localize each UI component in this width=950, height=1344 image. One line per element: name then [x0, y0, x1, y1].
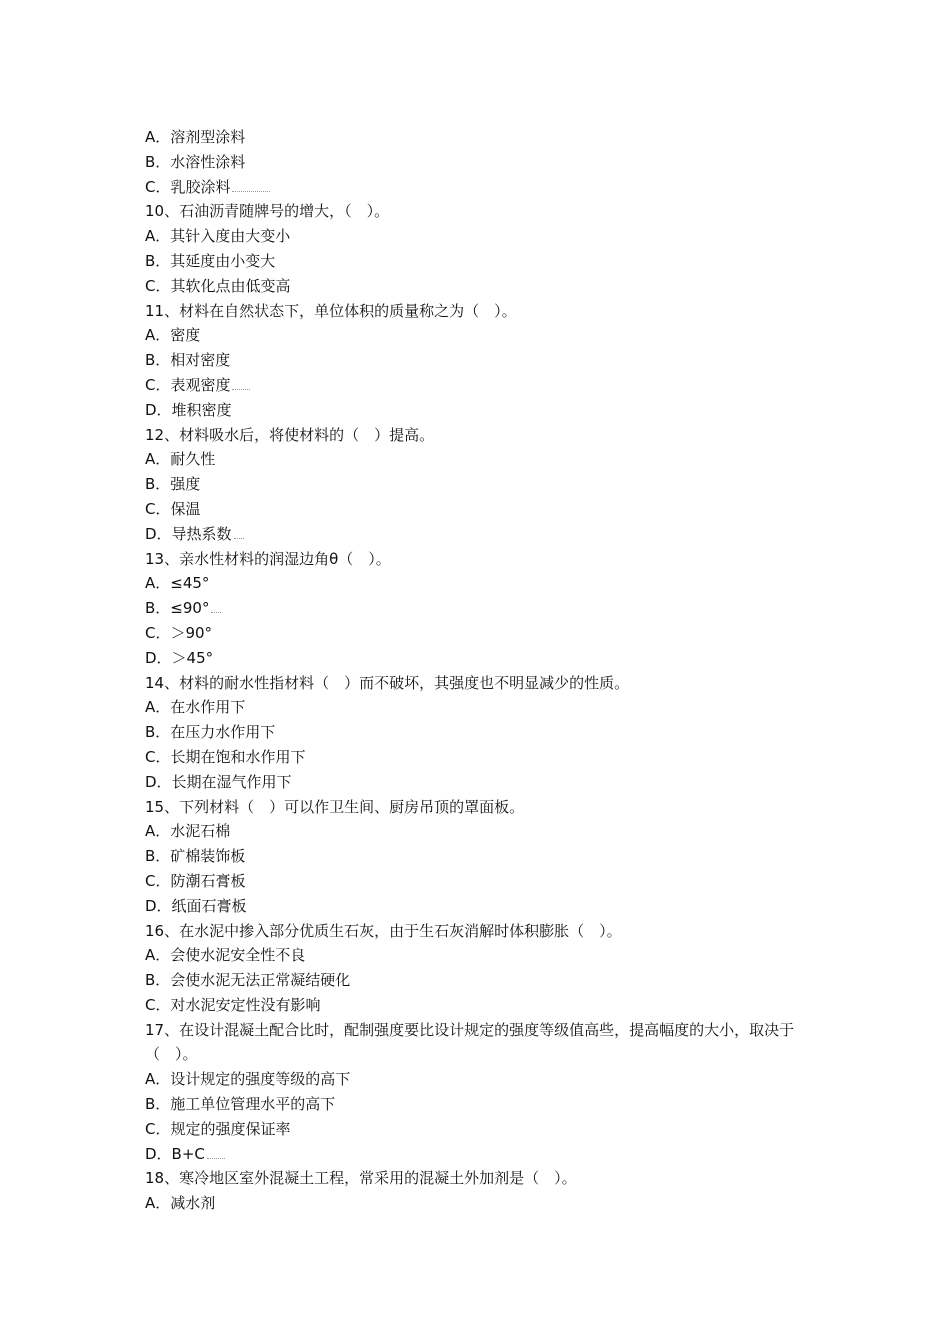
document-page [145, 125, 835, 1216]
option-text: D．纸面石膏板 [145, 896, 247, 915]
option-line [145, 125, 835, 150]
option-line [145, 894, 835, 919]
option-line [145, 819, 835, 844]
option-text: D．长期在湿气作用下 [145, 772, 292, 791]
option-text: C．防潮石膏板 [145, 871, 246, 890]
question-line [145, 919, 835, 944]
question-text: 12、材料吸水后，将使材料的（ ）提高。 [145, 425, 435, 444]
option-line [145, 571, 835, 596]
question-text: 11、材料在自然状态下，单位体积的质量称之为（ ）。 [145, 301, 517, 320]
option-text: B．水溶性涂料 [145, 152, 246, 171]
option-line [145, 1142, 835, 1167]
option-text: B．会使水泥无法正常凝结硬化 [145, 971, 351, 990]
option-line [145, 150, 835, 175]
option-line [145, 1191, 835, 1216]
option-text: B．矿棉装饰板 [145, 847, 246, 866]
option-line [145, 323, 835, 348]
option-text: D．导热系数 [145, 524, 232, 543]
option-text: C．保温 [145, 499, 201, 518]
option-line [145, 1092, 835, 1117]
option-line [145, 373, 835, 398]
question-text: 13、亲水性材料的润湿边角θ（ ）。 [145, 549, 391, 568]
option-line [145, 968, 835, 993]
option-text: D．＞45° [145, 648, 214, 667]
question-line [145, 671, 835, 696]
option-text: A．溶剂型涂料 [145, 128, 246, 146]
question-text: 17、在设计混凝土配合比时，配制强度要比设计规定的强度等级值高些，提高幅度的大小，取决于（ ）。 [145, 1020, 795, 1064]
option-line [145, 398, 835, 423]
option-line [145, 522, 835, 547]
answer-mark [232, 388, 250, 390]
option-text: A．减水剂 [145, 1194, 216, 1213]
option-text: C．乳胶涂料 [145, 177, 231, 196]
option-text: B．在压力水作用下 [145, 723, 276, 742]
option-line [145, 943, 835, 968]
option-text: A．在水作用下 [145, 698, 246, 717]
option-text: A．会使水泥安全性不良 [145, 946, 306, 965]
question-line [145, 1018, 835, 1068]
option-line [145, 348, 835, 373]
option-text: B．≤90° [145, 599, 210, 618]
option-text: A．水泥石棉 [145, 822, 231, 841]
question-line [145, 795, 835, 820]
option-line [145, 745, 835, 770]
option-text: C．表观密度 [145, 375, 231, 394]
option-line [145, 1067, 835, 1092]
question-text: 18、寒冷地区室外混凝土工程，常采用的混凝土外加剂是（ ）。 [145, 1169, 577, 1188]
option-line [145, 621, 835, 646]
option-text: D．B+C [145, 1144, 205, 1163]
question-line [145, 547, 835, 572]
option-line [145, 646, 835, 671]
option-text: A．≤45° [145, 574, 210, 593]
option-text: C．其软化点由低变高 [145, 276, 291, 295]
question-text: 16、在水泥中掺入部分优质生石灰，由于生石灰消解时体积膨胀（ ）。 [145, 921, 622, 940]
question-line [145, 423, 835, 448]
option-line [145, 175, 835, 200]
answer-mark [207, 1157, 225, 1159]
option-text: B．相对密度 [145, 351, 231, 370]
answer-mark [234, 537, 244, 539]
option-text: B．施工单位管理水平的高下 [145, 1095, 336, 1114]
option-line [145, 249, 835, 274]
option-line [145, 844, 835, 869]
option-text: C．长期在饱和水作用下 [145, 747, 306, 766]
answer-mark [211, 611, 221, 613]
option-line [145, 596, 835, 621]
option-line [145, 993, 835, 1018]
question-text: 10、石油沥青随牌号的增大，（ ）。 [145, 202, 390, 221]
option-line [145, 695, 835, 720]
option-line [145, 274, 835, 299]
question-text: 15、下列材料（ ）可以作卫生间、厨房吊顶的罩面板。 [145, 797, 525, 816]
question-line [145, 1166, 835, 1191]
answer-mark [232, 190, 270, 192]
question-text: 14、材料的耐水性指材料（ ）而不破坏，其强度也不明显减少的性质。 [145, 673, 630, 692]
option-line [145, 1117, 835, 1142]
option-line [145, 447, 835, 472]
option-text: A．其针入度由大变小 [145, 227, 291, 246]
question-line [145, 299, 835, 324]
option-line [145, 224, 835, 249]
question-line [145, 199, 835, 224]
option-text: D．堆积密度 [145, 400, 232, 419]
option-text: A．设计规定的强度等级的高下 [145, 1070, 351, 1089]
option-line [145, 720, 835, 745]
option-text: C．规定的强度保证率 [145, 1119, 291, 1138]
option-text: C．对水泥安定性没有影响 [145, 995, 321, 1014]
option-text: B．其延度由小变大 [145, 251, 276, 270]
option-line [145, 770, 835, 795]
option-line [145, 869, 835, 894]
option-line [145, 472, 835, 497]
option-text: B．强度 [145, 475, 201, 494]
option-text: A．耐久性 [145, 450, 216, 469]
option-text: C．＞90° [145, 623, 213, 642]
option-text: A．密度 [145, 326, 201, 345]
option-line [145, 497, 835, 522]
